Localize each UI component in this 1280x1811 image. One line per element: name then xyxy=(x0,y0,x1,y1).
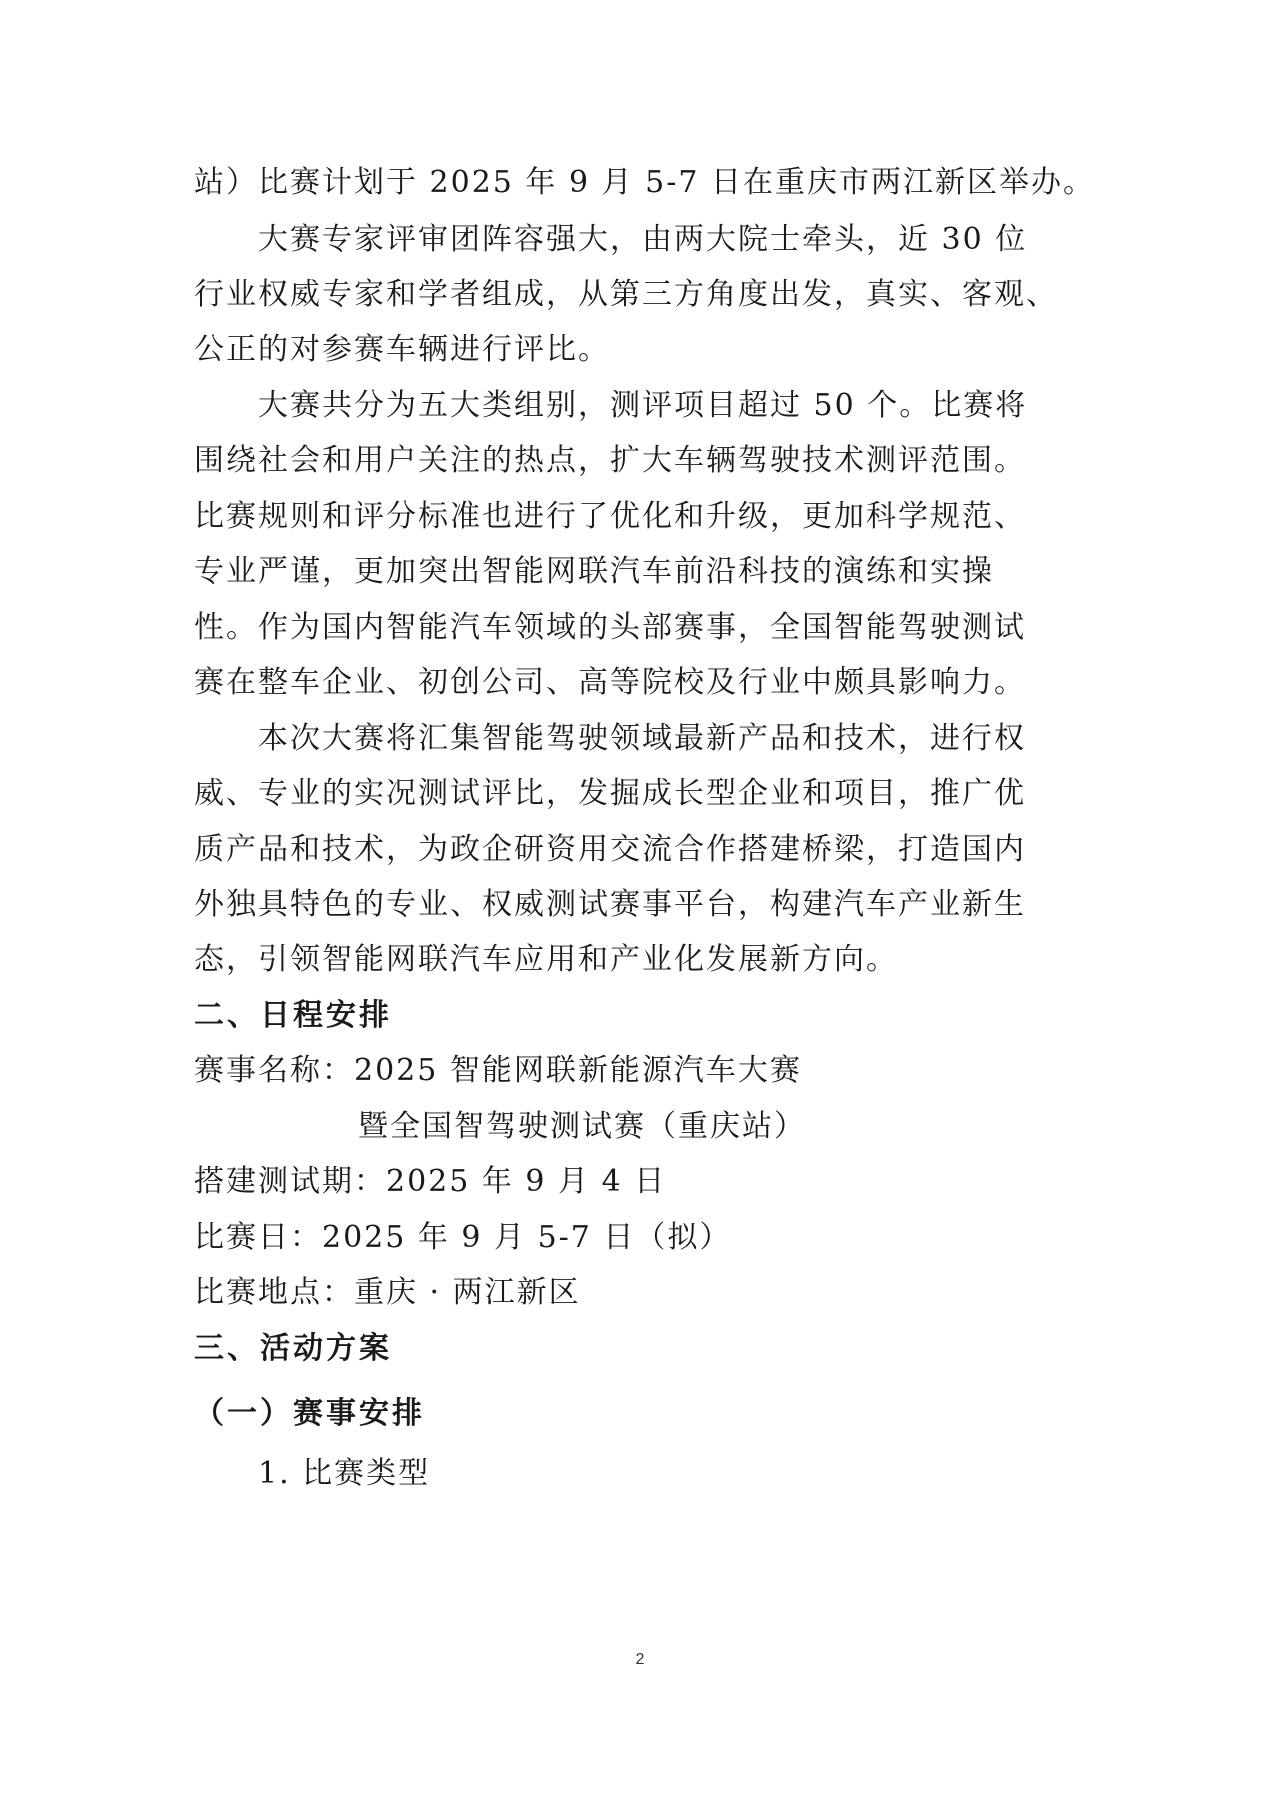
competition-venue: 比赛地点：重庆 · 两江新区 xyxy=(194,1275,581,1310)
subsection-heading-event-arrangement: （一）赛事安排 xyxy=(194,1396,425,1431)
paragraph-line: 态，引领智能网联汽车应用和产业化发展新方向。 xyxy=(194,942,898,977)
section-heading-activity-plan: 三、活动方案 xyxy=(194,1331,392,1366)
paragraph-line: 外独具特色的专业、权威测试赛事平台，构建汽车产业新生 xyxy=(194,887,1026,922)
paragraph-line: 专业严谨，更加突出智能网联汽车前沿科技的演练和实操 xyxy=(194,554,994,589)
paragraph-line: 性。作为国内智能汽车领域的头部赛事，全国智能驾驶测试 xyxy=(194,610,1026,645)
paragraph-line: 围绕社会和用户关注的热点，扩大车辆驾驶技术测评范围。 xyxy=(194,443,1026,478)
event-name-line1: 赛事名称：2025 智能网联新能源汽车大赛 xyxy=(194,1053,802,1088)
paragraph-line: 大赛共分为五大类组别，测评项目超过 50 个。比赛将 xyxy=(258,388,1028,423)
paragraph-line: 行业权威专家和学者组成，从第三方角度出发，真实、客观、 xyxy=(194,277,1058,312)
paragraph-line: 本次大赛将汇集智能驾驶领域最新产品和技术，进行权 xyxy=(258,721,1026,756)
competition-day: 比赛日：2025 年 9 月 5-7 日（拟） xyxy=(194,1220,732,1255)
paragraph-line: 大赛专家评审团阵容强大，由两大院士牵头，近 30 位 xyxy=(258,222,1028,257)
paragraph-line: 比赛规则和评分标准也进行了优化和升级，更加科学规范、 xyxy=(194,499,1026,534)
event-name-line2: 暨全国智驾驶测试赛（重庆站） xyxy=(358,1109,806,1144)
paragraph-line: 公正的对参赛车辆进行评比。 xyxy=(194,332,610,367)
section-heading-schedule: 二、日程安排 xyxy=(194,998,392,1033)
item-competition-type: 1. 比赛类型 xyxy=(258,1456,431,1491)
setup-test-period: 搭建测试期：2025 年 9 月 4 日 xyxy=(194,1164,667,1199)
paragraph-line: 赛在整车企业、初创公司、高等院校及行业中颇具影响力。 xyxy=(194,665,1026,700)
paragraph-line: 威、专业的实况测试评比，发掘成长型企业和项目，推广优 xyxy=(194,776,1026,811)
page-number: 2 xyxy=(635,1651,645,1668)
paragraph-line: 站）比赛计划于 2025 年 9 月 5-7 日在重庆市两江新区举办。 xyxy=(194,165,1095,200)
paragraph-line: 质产品和技术，为政企研资用交流合作搭建桥梁，打造国内 xyxy=(194,832,1026,867)
